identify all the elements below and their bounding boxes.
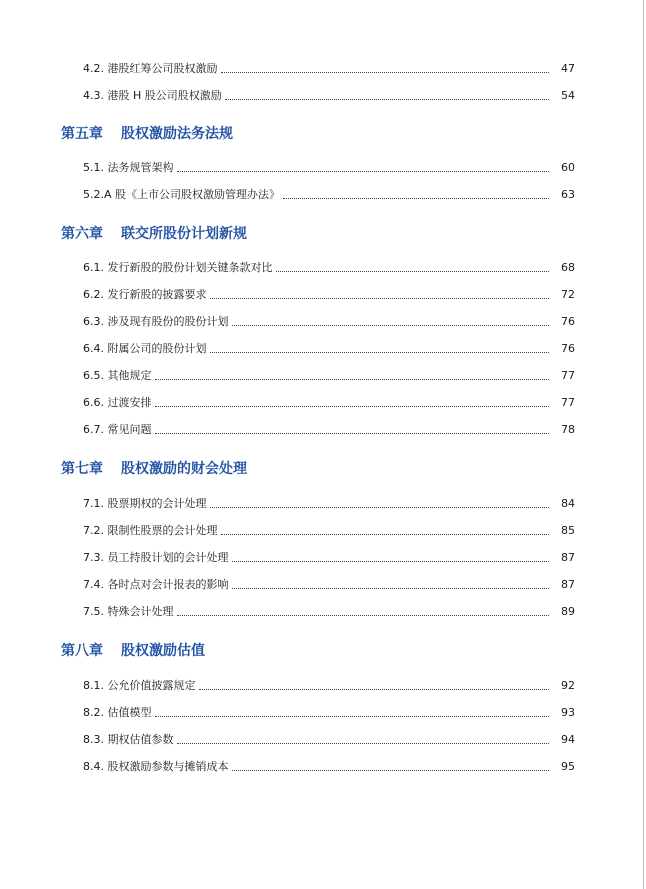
toc-entry[interactable] — [83, 550, 575, 566]
leader-dots — [210, 298, 549, 299]
leader-dots — [177, 171, 549, 172]
chapter-number: 第八章 — [61, 643, 103, 659]
leader-dots — [210, 352, 549, 353]
leader-dots — [155, 379, 549, 380]
leader-dots — [221, 534, 549, 535]
toc-entry-label: 7.5. 特殊会计处理 — [83, 605, 174, 618]
toc-entry[interactable] — [83, 604, 575, 620]
toc-entry-label: 7.3. 员工持股计划的会计处理 — [83, 551, 229, 564]
toc-entry-label: 6.5. 其他规定 — [83, 369, 152, 382]
toc-entry-label: 6.7. 常见问题 — [83, 423, 152, 436]
toc-entry-page: 72 — [561, 288, 575, 301]
leader-dots — [210, 507, 549, 508]
toc-entry-page: 77 — [561, 396, 575, 409]
toc-entry-page: 93 — [561, 706, 575, 719]
toc-entry-label: 7.4. 各时点对会计报表的影响 — [83, 578, 229, 591]
chapter-number: 第五章 — [61, 126, 103, 142]
toc-entry[interactable] — [83, 160, 575, 176]
toc-entry[interactable] — [83, 88, 575, 104]
toc-entry[interactable] — [83, 187, 575, 203]
toc-entry-label: 6.4. 附属公司的股份计划 — [83, 342, 207, 355]
leader-dots — [155, 716, 549, 717]
toc-entry-page: 92 — [561, 679, 575, 692]
leader-dots — [225, 99, 549, 100]
toc-entry-label: 5.1. 法务规管架构 — [83, 161, 174, 174]
toc-entry[interactable] — [83, 705, 575, 721]
toc-entry-page: 47 — [561, 62, 575, 75]
leader-dots — [155, 406, 549, 407]
chapter-title: 股权激励估值 — [121, 643, 205, 659]
toc-entry[interactable] — [83, 395, 575, 411]
toc-entry-label: 6.3. 涉及现有股份的股份计划 — [83, 315, 229, 328]
toc-entry-page: 76 — [561, 342, 575, 355]
chapter-heading[interactable] — [61, 124, 233, 144]
toc-entry-page: 63 — [561, 188, 575, 201]
toc-entry[interactable] — [83, 759, 575, 775]
chapter-title: 股权激励法务法规 — [121, 126, 233, 142]
toc-entry-label: 5.2.A 股《上市公司股权激励管理办法》 — [83, 188, 281, 201]
leader-dots — [232, 325, 549, 326]
toc-entry[interactable] — [83, 577, 575, 593]
toc-entry-page: 77 — [561, 369, 575, 382]
chapter-number: 第六章 — [61, 226, 103, 242]
toc-entry-page: 94 — [561, 733, 575, 746]
toc-entry-page: 54 — [561, 89, 575, 102]
leader-dots — [177, 615, 549, 616]
leader-dots — [177, 743, 549, 744]
leader-dots — [155, 433, 549, 434]
toc-entry-label: 7.1. 股票期权的会计处理 — [83, 497, 207, 510]
toc-entry[interactable] — [83, 287, 575, 303]
toc-entry[interactable] — [83, 341, 575, 357]
toc-entry-page: 78 — [561, 423, 575, 436]
chapter-number: 第七章 — [61, 461, 103, 477]
toc-entry-label: 6.6. 过渡安排 — [83, 396, 152, 409]
chapter-title: 股权激励的财会处理 — [121, 461, 247, 477]
toc-entry-label: 8.2. 估值模型 — [83, 706, 152, 719]
chapter-title: 联交所股份计划新规 — [121, 226, 247, 242]
toc-entry[interactable] — [83, 61, 575, 77]
leader-dots — [276, 271, 549, 272]
chapter-heading[interactable] — [61, 641, 205, 661]
chapter-heading[interactable] — [61, 224, 247, 244]
toc-entry-page: 87 — [561, 578, 575, 591]
leader-dots — [232, 588, 549, 589]
chapter-heading[interactable] — [61, 459, 247, 479]
toc-entry-page: 87 — [561, 551, 575, 564]
leader-dots — [232, 770, 549, 771]
toc-entry[interactable] — [83, 422, 575, 438]
toc-entry-label: 7.2. 限制性股票的会计处理 — [83, 524, 218, 537]
toc-entry-label: 8.3. 期权估值参数 — [83, 733, 174, 746]
toc-entry-page: 60 — [561, 161, 575, 174]
toc-entry-label: 8.4. 股权激励参数与摊销成本 — [83, 760, 229, 773]
toc-entry[interactable] — [83, 314, 575, 330]
toc-entry[interactable] — [83, 678, 575, 694]
toc-entry-label: 4.2. 港股红筹公司股权激励 — [83, 62, 218, 75]
leader-dots — [232, 561, 549, 562]
toc-entry-page: 85 — [561, 524, 575, 537]
leader-dots — [199, 689, 549, 690]
toc-entry-page: 68 — [561, 261, 575, 274]
toc-entry-page: 76 — [561, 315, 575, 328]
toc-entry-label: 6.2. 发行新股的披露要求 — [83, 288, 207, 301]
toc-entry-page: 84 — [561, 497, 575, 510]
toc-entry[interactable] — [83, 732, 575, 748]
toc-entry-label: 4.3. 港股 H 股公司股权激励 — [83, 89, 222, 102]
leader-dots — [221, 72, 549, 73]
leader-dots — [283, 198, 549, 199]
toc-entry-page: 89 — [561, 605, 575, 618]
toc-entry-label: 8.1. 公允价值披露规定 — [83, 679, 196, 692]
toc-entry-page: 95 — [561, 760, 575, 773]
toc-entry-label: 6.1. 发行新股的股份计划关键条款对比 — [83, 261, 273, 274]
toc-entry[interactable] — [83, 523, 575, 539]
toc-entry[interactable] — [83, 368, 575, 384]
toc-entry[interactable] — [83, 260, 575, 276]
toc-entry[interactable] — [83, 496, 575, 512]
